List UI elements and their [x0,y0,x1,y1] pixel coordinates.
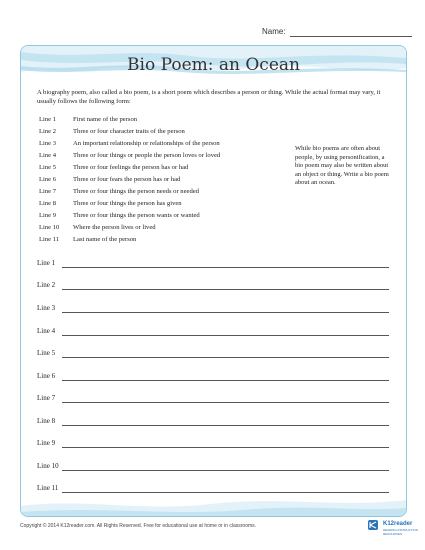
guide-line-number: Line 4 [39,152,57,159]
guide-row [37,152,287,161]
guide-line-number: Line 5 [39,164,57,171]
writing-line-label: Line 11 [37,484,59,492]
writing-rule[interactable] [62,289,389,290]
intro-paragraph: A biography poem, also called a bio poem, is a short poem which describes a person or thing. While the actual format may vary, it usually follows the following form: [37,89,381,105]
writing-line[interactable] [37,439,389,451]
guide-line-number: Line 1 [39,116,57,123]
writing-line-label: Line 9 [37,439,56,447]
guide-line-description: Three or four things the person needs or needed [73,188,199,195]
guide-line-description: An important relationship or relationships of the person [73,140,220,147]
writing-rule[interactable] [62,425,389,426]
guide-row [37,212,287,221]
copyright-footer: Copyright © 2014 K12reader.com. All Rights Reserved. Free for educational use at home or in classrooms. [20,523,257,529]
guide-row [37,200,287,209]
guide-line-number: Line 8 [39,200,57,207]
guide-line-description: Where the person lives or lived [73,224,156,231]
guide-row [37,164,287,173]
writing-rule[interactable] [62,335,389,336]
guide-line-number: Line 6 [39,176,57,183]
writing-line[interactable] [37,349,389,361]
writing-line[interactable] [37,372,389,384]
writing-line-label: Line 5 [37,349,56,357]
writing-line-label: Line 10 [37,462,59,470]
writing-line[interactable] [37,327,389,339]
guide-row [37,224,287,233]
guide-row [37,188,287,197]
side-note: While bio poems are often about people, by using personification, a bio poem may also be written about an object or thing. Write a bio poem about an ocean. [295,145,389,187]
writing-line-label: Line 7 [37,394,56,402]
writing-line-label: Line 2 [37,281,56,289]
guide-line-description: First name of the person [73,116,138,123]
page-title: Bio Poem: an Ocean [127,55,300,75]
writing-line[interactable] [37,417,389,429]
name-label: Name: [262,27,286,36]
name-line[interactable] [290,36,412,37]
writing-rule[interactable] [62,357,389,358]
guide-line-number: Line 7 [39,188,57,195]
worksheet-frame [20,45,407,517]
guide-row [37,116,287,125]
logo-tagline: READING INSTRUCTION RESOURCES [383,528,419,536]
writing-line[interactable] [37,304,389,316]
wave-footer-decoration [21,476,406,516]
guide-row [37,128,287,137]
writing-line[interactable] [37,281,389,293]
writing-line-label: Line 4 [37,327,56,335]
guide-line-number: Line 2 [39,128,57,135]
writing-rule[interactable] [62,402,389,403]
guide-line-description: Three or four character traits of the person [73,128,185,135]
writing-line[interactable] [37,462,389,474]
writing-line[interactable] [37,394,389,406]
guide-row [37,140,287,149]
writing-line-label: Line 8 [37,417,56,425]
writing-rule[interactable] [62,470,389,471]
writing-line[interactable] [37,259,389,271]
writing-line-label: Line 3 [37,304,56,312]
guide-row [37,236,287,245]
writing-rule[interactable] [62,447,389,448]
writing-rule[interactable] [62,267,389,268]
guide-line-number: Line 9 [39,212,57,219]
guide-line-description: Last name of the person [73,236,137,243]
guide-line-description: Three or four things or people the person loves or loved [73,152,221,159]
guide-line-description: Three or four fears the person has or had [73,176,181,183]
logo-name: K12reader [383,521,413,527]
writing-line-label: Line 1 [37,259,56,267]
guide-row [37,176,287,185]
writing-rule[interactable] [62,312,389,313]
writing-rule[interactable] [62,380,389,381]
guide-line-number: Line 10 [39,224,60,231]
name-field[interactable] [262,27,412,39]
guide-line-description: Three or four feelings the person has or had [73,164,189,171]
writing-line-label: Line 6 [37,372,56,380]
guide-line-number: Line 3 [39,140,57,147]
guide-line-description: Three or four things the person has given [73,200,182,207]
guide-line-description: Three or four things the person wants or wanted [73,212,200,219]
guide-line-number: Line 11 [39,236,60,243]
